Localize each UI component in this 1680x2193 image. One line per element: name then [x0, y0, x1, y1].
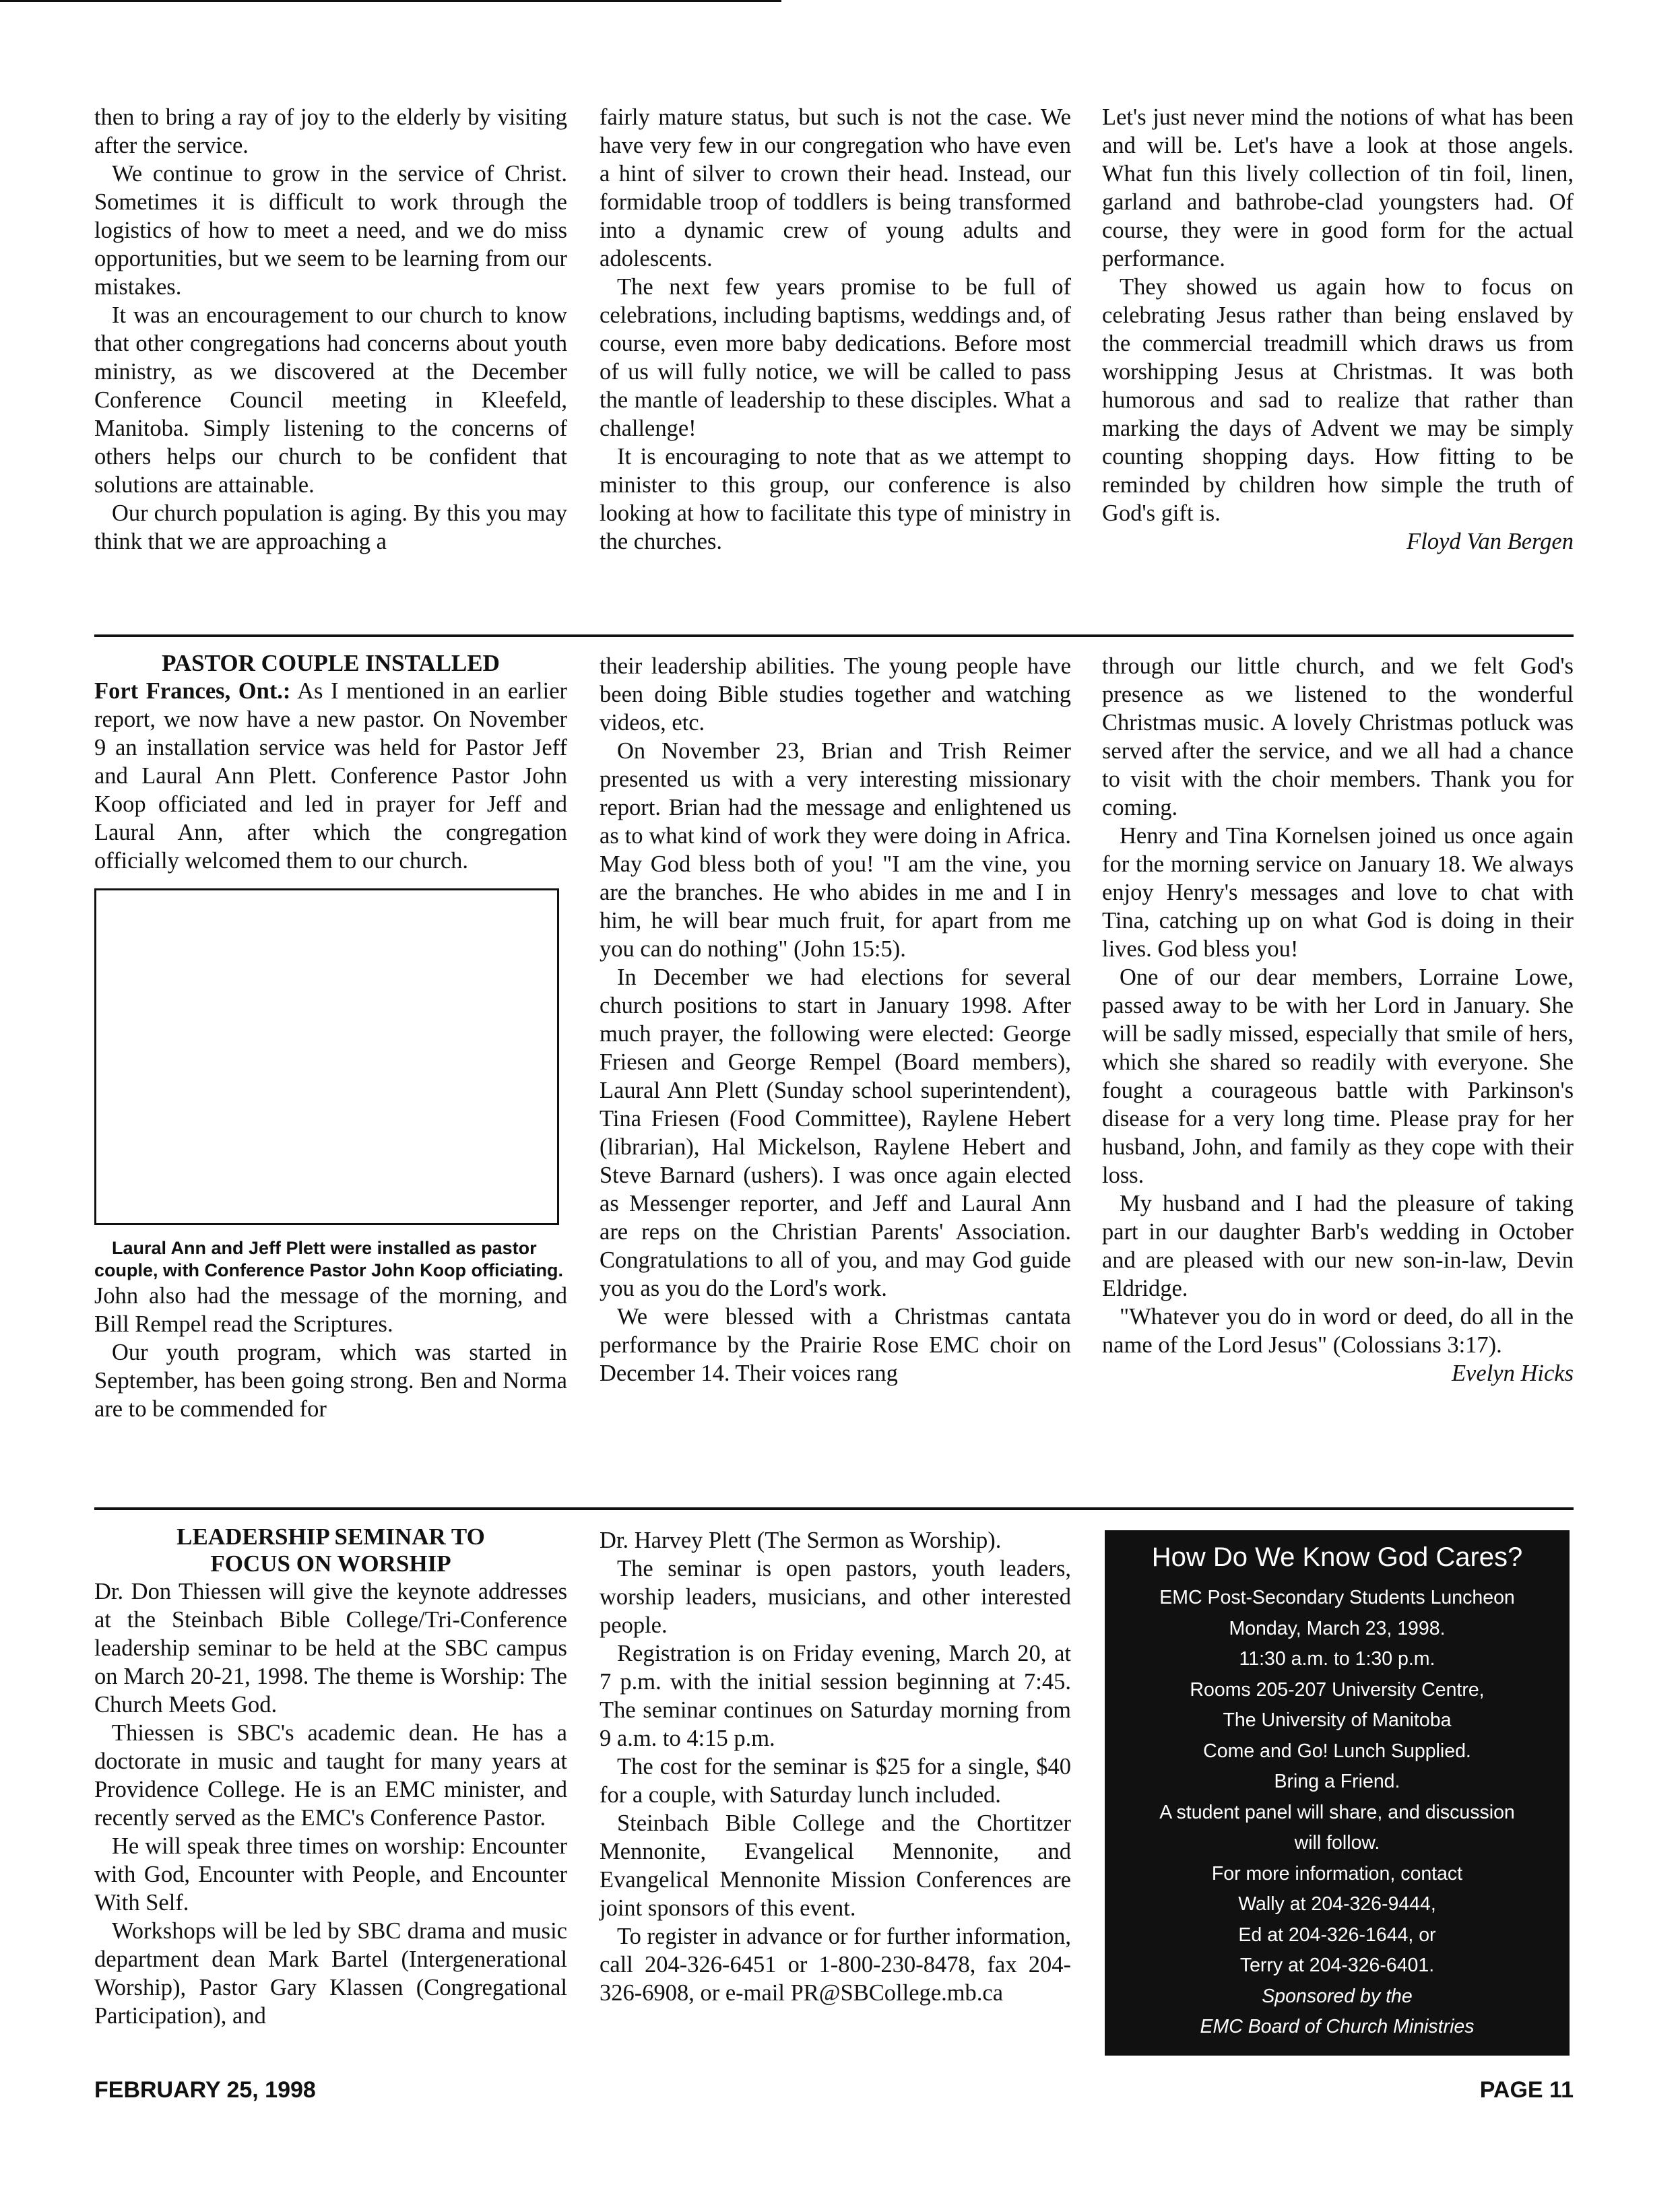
ad-line: The University of Manitoba [1223, 1709, 1452, 1731]
section-divider [94, 1507, 1574, 1510]
paragraph: They showed us again how to focus on celebrating Jesus rather than being enslaved by the commercial treadmill which draws us from worshipping Jesus at Christmas. It was both humorous and sad to realize that rather than marking the days of Advent we may be simply counting shopping days. How fitting to be reminded by children how simple the truth of God's gift is. [1102, 274, 1574, 526]
ad-line: A student panel will share, and discussion [1159, 1801, 1515, 1823]
ad-line: EMC Post-Secondary Students Luncheon [1159, 1587, 1515, 1608]
top-col-3 [1102, 103, 1574, 556]
paragraph: John also had the message of the morning, and Bill Rempel read the Scriptures. [94, 1283, 567, 1337]
paragraph: He will speak three times on worship: Encounter with God, Encounter with People, and Encounter With Self. [94, 1833, 567, 1916]
paragraph: It was an encouragement to our church to know that other congregations had concerns about youth ministry, as we discovered at the December Conference Council meeting in Kleefeld, Manitoba. Simply listening to the concerns of others helps our church to be confident that solutions are attainable. [94, 302, 567, 498]
article-headline-line-2: FOCUS ON WORSHIP [210, 1550, 451, 1577]
paragraph: It is encouraging to note that as we attempt to minister to this group, our conference is also looking at how to facilitate this type of ministry in the churches. [600, 444, 1071, 554]
paragraph: Registration is on Friday evening, March 20, at 7 p.m. with the initial session beginning at 7:45. The seminar continues on Saturday morning from 9 a.m. to 4:15 p.m. [600, 1641, 1071, 1751]
paragraph: In December we had elections for several church positions to start in January 1998. After much prayer, the following were elected: George Friesen and George Rempel (Board members), Laural Ann Plett (Sunday school superintendent), Tina Friesen (Food Committee), Raylene Hebert (librarian), Hal Mickelson, Raylene Hebert and Steve Barnard (ushers). I was once again elected as Messenger reporter, and Jeff and Laural Ann are reps on the Christian Parents' Association. Congratulations to all of you, and may God guide you as you do the Lord's work. [600, 964, 1071, 1301]
paragraph: their leadership abilities. The young people have been doing Bible studies together and watching videos, etc. [600, 653, 1071, 735]
article-headline: PASTOR COUPLE INSTALLED [162, 650, 500, 676]
paragraph: Dr. Don Thiessen will give the keynote addresses at the Steinbach Bible College/Tri-Conference leadership seminar to be held at the SBC campus on March 20-21, 1998. The theme is Worship: The Church Meets God. [94, 1579, 567, 1717]
paragraph: Our youth program, which was started in September, has been going strong. Ben and Norma are to be commended for [94, 1340, 567, 1422]
paragraph: Henry and Tina Kornelsen joined us once again for the morning service on January 18. We always enjoy Henry's messages and love to chat with Tina, catching up on what God is doing in their lives. God bless you! [1102, 823, 1574, 962]
paragraph: My husband and I had the pleasure of taking part in our daughter Barb's wedding in October and are pleased with our new son-in-law, Devin Eldridge. [1102, 1191, 1574, 1301]
paragraph: The cost for the seminar is $25 for a single, $40 for a couple, with Saturday lunch included. [600, 1754, 1071, 1808]
page-number: PAGE 11 [1479, 2077, 1574, 2103]
paragraph: The seminar is open pastors, youth leaders, worship leaders, musicians, and other interested people. [600, 1556, 1071, 1638]
mid-col-2 [600, 652, 1071, 1387]
paragraph: We continue to grow in the service of Christ. Sometimes it is difficult to work through the logistics of how to meet a need, and we do miss opportunities, but we seem to be learning from our mistakes. [94, 161, 567, 300]
bottom-col-1 [94, 1524, 567, 2030]
paragraph: then to bring a ray of joy to the elderly by visiting after the service. [94, 104, 567, 158]
paragraph: Let's just never mind the notions of what has been and will be. Let's have a look at those angels. What fun this lively collection of tin foil, linen, garland and bathrobe-clad youngsters had. Of course, they were in good form for the actual performance. [1102, 104, 1574, 271]
bottom-col-2 [600, 1526, 1071, 2007]
ad-line: Rooms 205-207 University Centre, [1190, 1678, 1485, 1701]
ad-line: will follow. [1294, 1832, 1380, 1854]
paragraph: "Whatever you do in word or deed, do all in the name of the Lord Jesus" (Colossians 3:17). [1102, 1304, 1574, 1358]
ad-line: Terry at 204-326-6401. [1239, 1955, 1435, 1976]
paragraph: The next few years promise to be full of celebrations, including baptisms, weddings and, of course, even more baby dedications. Before most of us will fully notice, we will be called to pass the mantle of leadership to these disciples. What a challenge! [600, 274, 1071, 441]
article-headline-line-1: LEADERSHIP SEMINAR TO [176, 1524, 485, 1550]
top-rule [0, 0, 781, 2]
ad-sponsor: EMC Board of Church Ministries [1200, 2016, 1475, 2037]
paragraph: One of our dear members, Lorraine Lowe, passed away to be with her Lord in January. She will be sadly missed, especially that smile of hers, which she shared so readily with everyone. She fought a courageous battle with Parkinson's disease for a very long time. Please pray for her husband, John, and family as they cope with their loss. [1102, 964, 1574, 1188]
mid-col-1 [94, 650, 567, 1423]
paragraph: We were blessed with a Christmas cantata performance by the Prairie Rose EMC choir on December 14. Their voices rang [600, 1304, 1071, 1386]
ad-line: Wally at 204-326-9444, [1238, 1893, 1436, 1915]
mid-col-3 [1102, 652, 1574, 1387]
top-col-1 [94, 103, 567, 556]
luncheon-ad-box [1105, 1530, 1570, 2056]
paragraph [94, 677, 567, 875]
dateline: Fort Frances, Ont.: [94, 678, 291, 704]
section-divider [94, 634, 1574, 637]
ad-line: 11:30 a.m. to 1:30 p.m. [1239, 1648, 1435, 1670]
paragraph: Our church population is aging. By this you may think that we are approaching a [94, 500, 567, 554]
author-signature: Evelyn Hicks [1451, 1361, 1574, 1386]
paragraph: Steinbach Bible College and the Chortitzer Mennonite, Evangelical Mennonite, and Evangelical Mennonite Mission Conferences are joint sponsors of this event. [600, 1810, 1071, 1921]
photo-placeholder [94, 888, 559, 1225]
photo-caption: Laural Ann and Jeff Plett were installed as pastor couple, with Conference Pastor John Koop officiating. [94, 1238, 564, 1280]
paragraph: On November 23, Brian and Trish Reimer presented us with a very interesting missionary report. Brian had the message and enlightened us as to what kind of work they were doing in Africa. May God bless both of you! "I am the vine, you are the branches. He who abides in me and I in him, he will bear much fruit, for apart from me you can do nothing" (John 15:5). [600, 738, 1071, 962]
paragraph: Workshops will be led by SBC drama and music department dean Mark Bartel (Intergenerational Worship), Pastor Gary Klassen (Congregational Participation), and [94, 1918, 567, 2029]
issue-date: FEBRUARY 25, 1998 [94, 2077, 316, 2103]
ad-title: How Do We Know God Cares? [1151, 1542, 1523, 1572]
ad-line: Bring a Friend. [1274, 1771, 1400, 1792]
ad-line: Come and Go! Lunch Supplied. [1203, 1740, 1471, 1762]
top-col-2 [600, 103, 1071, 556]
paragraph: fairly mature status, but such is not the case. We have very few in our congregation who have even a hint of silver to crown their head. Instead, our formidable troop of toddlers is being transformed into a dynamic crew of young adults and adolescents. [600, 104, 1071, 271]
ad-line: For more information, contact [1211, 1862, 1463, 1885]
paragraph: through our little church, and we felt God's presence as we listened to the wonderful Christmas music. A lovely Christmas potluck was served after the service, and we all had a chance to visit with the choir members. Thank you for coming. [1102, 653, 1574, 820]
author-signature: Floyd Van Bergen [1407, 529, 1574, 554]
lead-text: As I mentioned in an earlier report, we now have a new pastor. On November 9 an installation service was held for Pastor Jeff and Laural Ann Plett. Conference Pastor John Koop officiated and led in prayer for Jeff and Laural Ann, after which the congregation officially welcomed them to our church. [94, 678, 567, 874]
paragraph: To register in advance or for further information, call 204-326-6451 or 1-800-230-8478, fax 204-326-6908, or e-mail PR@SBCollege.mb.ca [600, 1924, 1071, 2006]
paragraph: Dr. Harvey Plett (The Sermon as Worship). [600, 1528, 1002, 1553]
ad-sponsor: Sponsored by the [1262, 1985, 1413, 2007]
ad-line: Ed at 204-326-1644, or [1238, 1924, 1436, 1946]
paragraph: Thiessen is SBC's academic dean. He has a doctorate in music and taught for many years at Providence College. He is an EMC minister, and recently served as the EMC's Conference Pastor. [94, 1720, 567, 1831]
ad-line: Monday, March 23, 1998. [1229, 1617, 1446, 1639]
